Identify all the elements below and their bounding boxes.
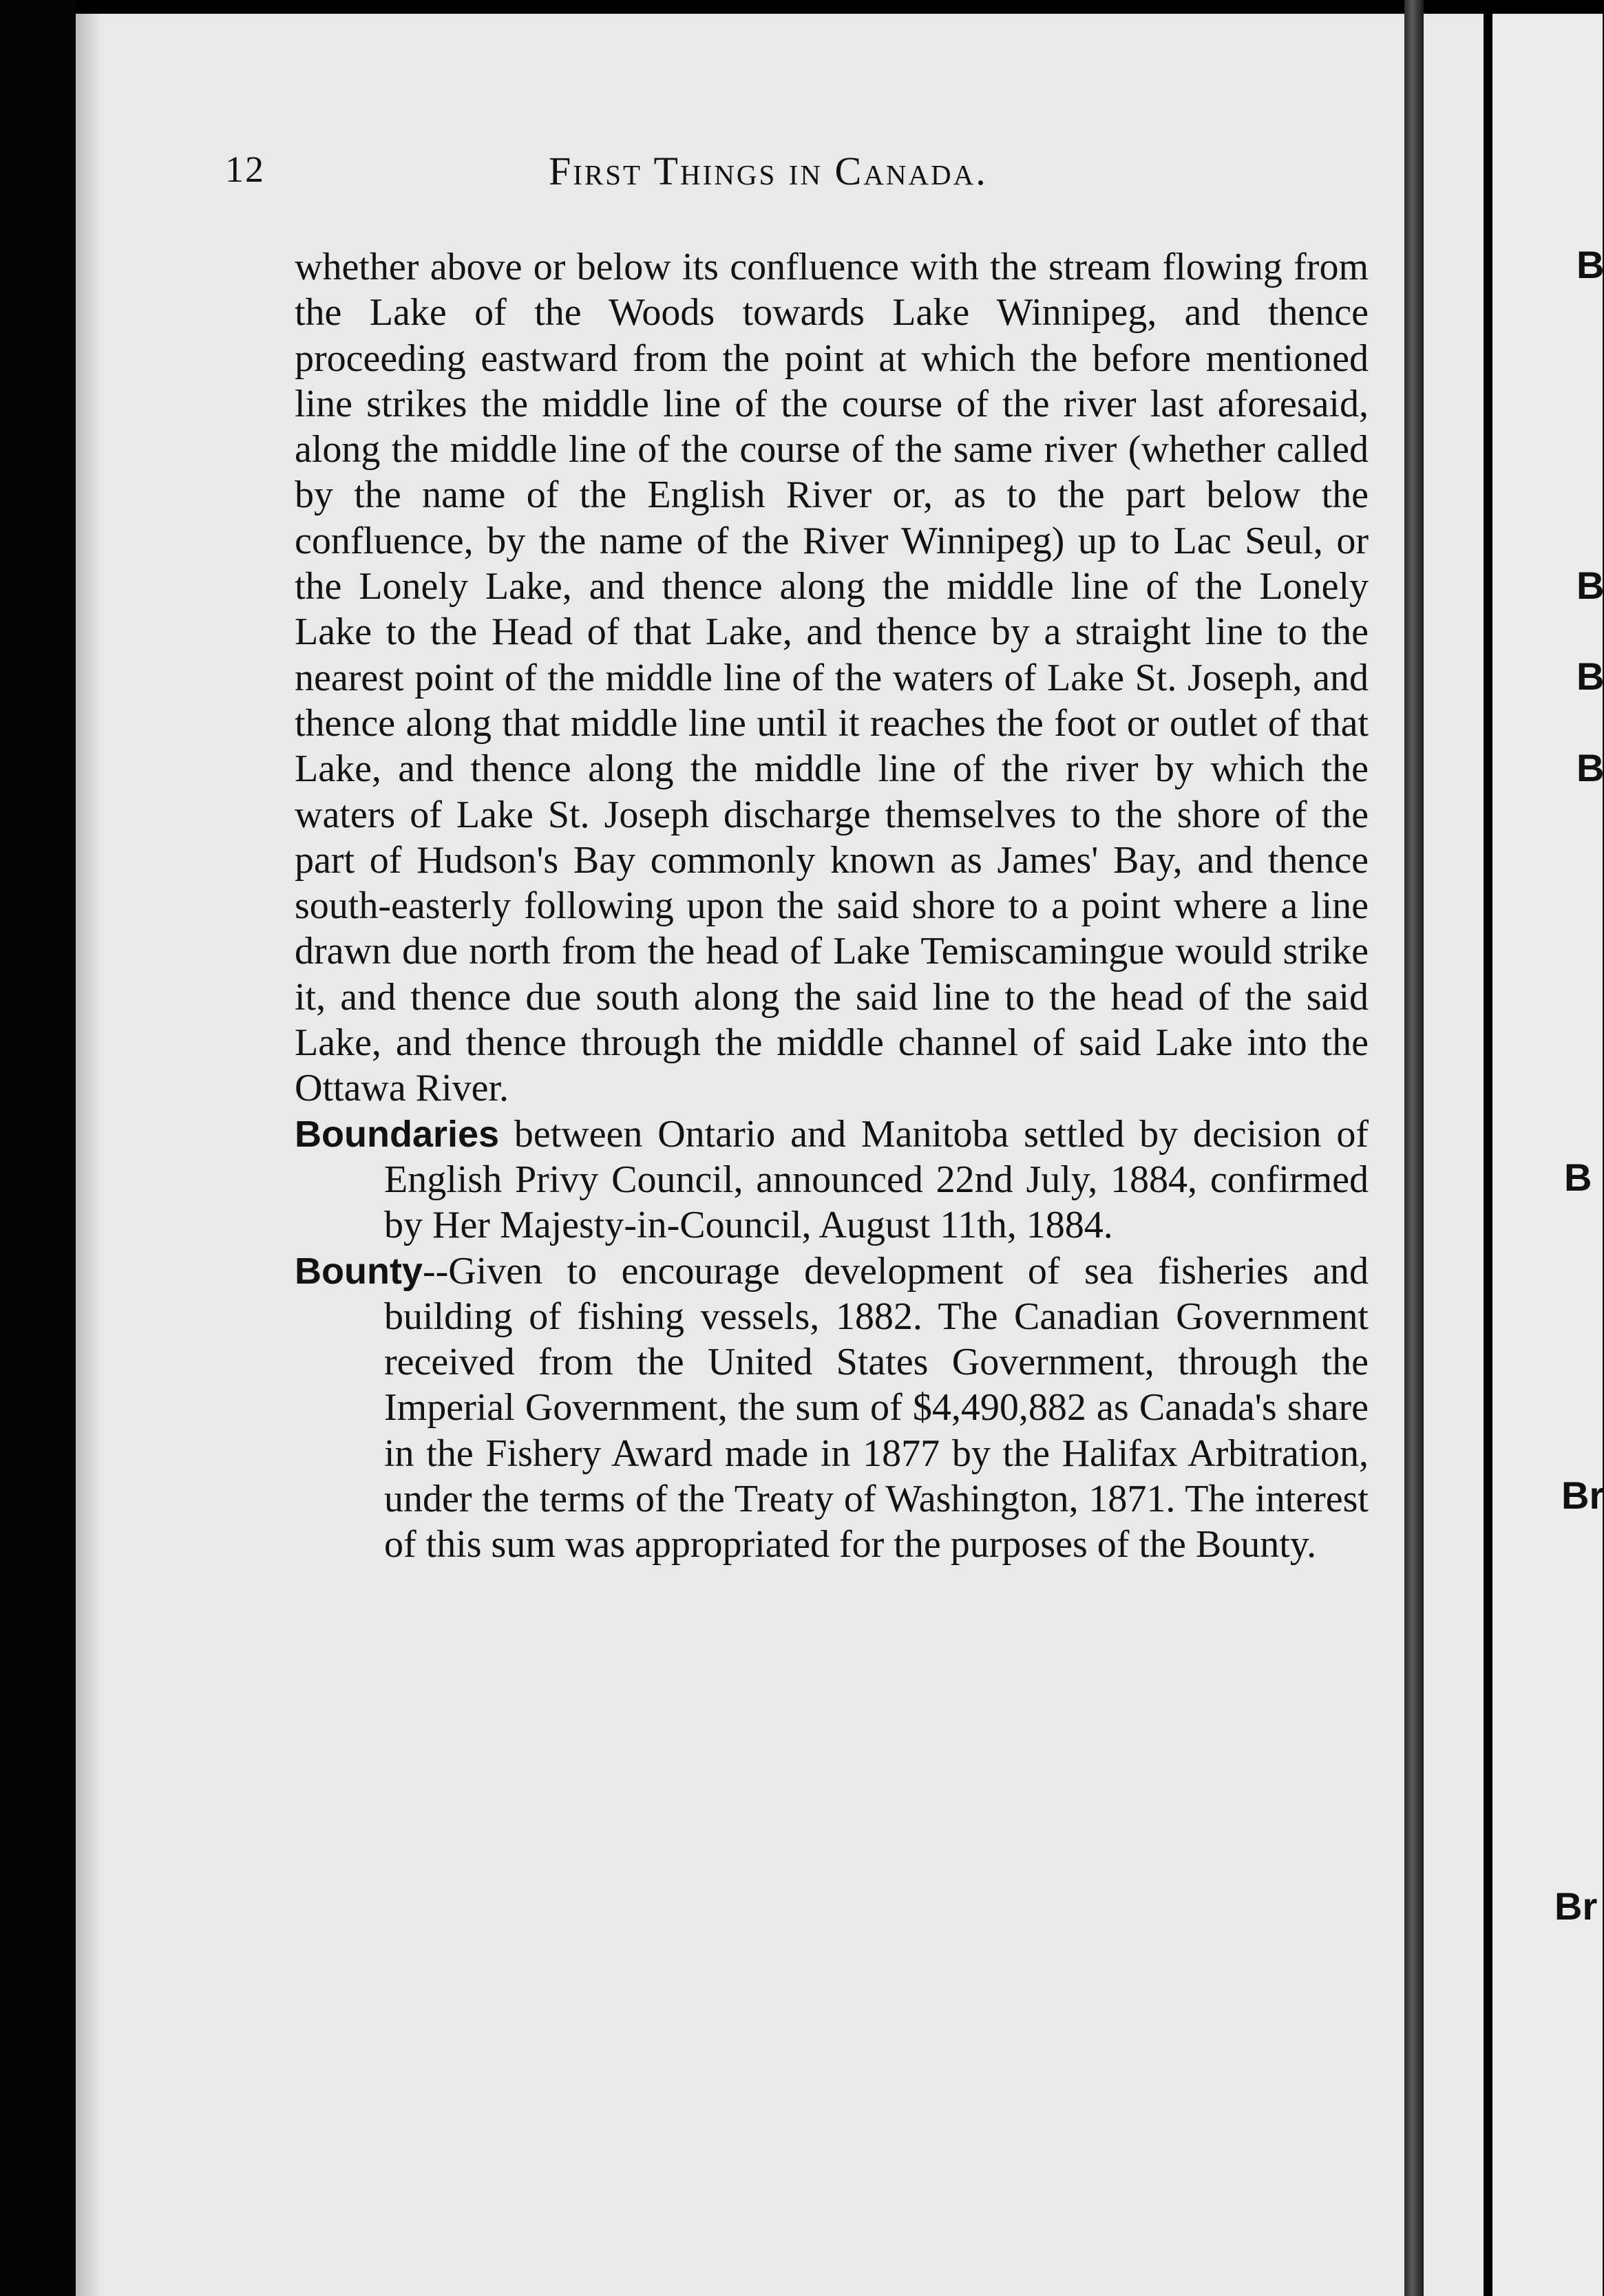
facing-page-letter: Br: [1554, 1884, 1598, 1928]
page-edge-shadow: [76, 14, 102, 2296]
facing-page-letter: B: [1576, 746, 1604, 789]
page-title: First Things in Canada.: [549, 149, 988, 193]
headword: Bounty: [295, 1250, 423, 1292]
facing-page-letter: Br: [1561, 1474, 1604, 1517]
facing-page-letter: B: [1576, 243, 1604, 286]
headword: Boundaries: [295, 1113, 500, 1155]
entry-boundaries: [295, 1112, 1369, 1248]
facing-page-letter: B: [1564, 1156, 1592, 1199]
body-text: [295, 244, 1369, 1568]
running-head: [225, 148, 1382, 196]
continuation-paragraph: whether above or below its confluence with the stream flowing from the Lake of the Woods towards Lake Winnipeg, and thence proceeding eastward from the point at which the before mentioned line strikes the middle line of the course of the river last aforesaid, along the middle line of the course of the same river (whether called by the name of the English River or, as to the part below the confluence, by the name of the River Winnipeg) up to Lac Seul, or the Lonely Lake, and thence along the middle line of the Lonely Lake to the Head of that Lake, and thence by a straight line to the nearest point of the middle line of the waters of Lake St. Joseph, and thence along that middle line until it reaches the foot or outlet of that Lake, and thence along the middle line of the river by which the waters of Lake St. Joseph discharge themselves to the shore of the part of Hudson's Bay commonly known as James' Bay, and thence south-easterly following upon the said shore to a point where a line drawn due north from the head of Lake Temiscamingue would strike it, and thence due south along the said line to the head of the said Lake, and thence through the middle channel of said Lake into the Ottawa River.: [295, 246, 1369, 1110]
page-number: 12: [225, 149, 265, 190]
entry-text: --Given to encourage development of sea fisheries and building of fishing vessels, 1882. The Canadian Government received from the United States Government, through the Imperial Government, the sum of $4,490,882 as Canada's share in the Fishery Award made in 1877 by the Halifax Arbitration, under the terms of the Treaty of Washington, 1871. The interest of this sum was appropriated for the purposes of the Bounty.: [384, 1249, 1369, 1566]
scan-border-left: [0, 0, 76, 2296]
entry-text: between Ontario and Manitoba settled by decision of English Privy Council, announced 22nd July, 1884, confirmed by Her Majesty-in-Council, August 11th, 1884.: [384, 1112, 1369, 1247]
facing-page-letter: B: [1576, 655, 1604, 698]
entry-bounty: [295, 1248, 1369, 1568]
book-gutter: [1404, 0, 1424, 2296]
facing-page-letter: B: [1576, 564, 1604, 607]
